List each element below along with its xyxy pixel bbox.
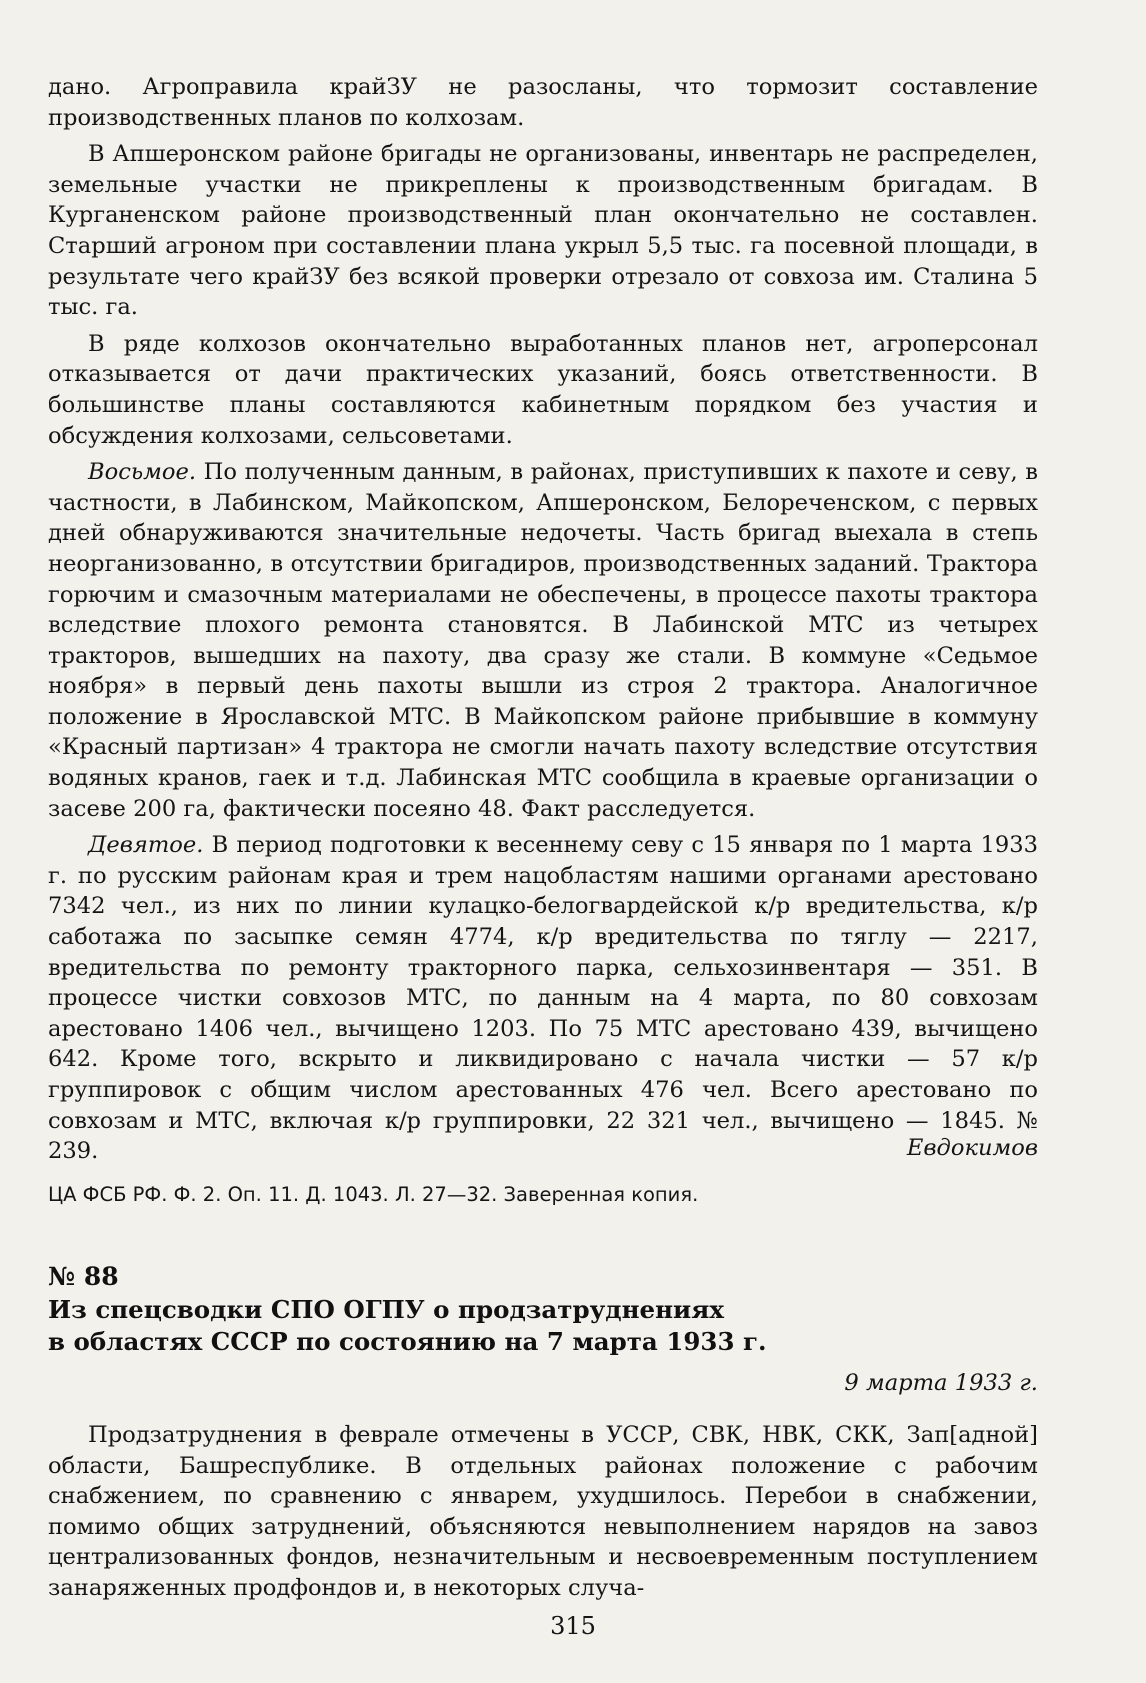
archival-source: ЦА ФСБ РФ. Ф. 2. Оп. 11. Д. 1043. Л. 27—32. Заверенная копия.	[48, 1183, 699, 1206]
body-text-bottom	[48, 1420, 1038, 1604]
body-text-top	[48, 72, 1038, 1167]
paragraph-eighth-body: По полученным данным, в районах, приступивших к пахоте и севу, в частности, в Лабинском, Майкопском, Апшеронском, Белореченском, с первых дней обнаруживаются значительные недочеты. Часть бригад выехала в степь неорганизованно, в отсутствии бригадиров, производственных заданий. Трактора горючим и смазочным материалами не обеспечены, в процессе пахоты трактора вследствие плохого ремонта становятся. В Лабинской МТС из четырех тракторов, вышедших на пахоту, два сразу же стали. В коммуне «Седьмое ноября» в первый день пахоты вышли из строя 2 трактора. Аналогичное положение в Ярославской МТС. В Майкопском районе прибывшие в коммуну «Красный партизан» 4 трактора не смогли начать пахоту вследствие отсутствия водяных кранов, гаек и т.д. Лабинская МТС сообщила в краевые организации о засеве 200 га, фактически посеяно 48. Факт расследуется.	[48, 459, 1038, 822]
paragraph-prodzatrudneniya: Продзатруднения в феврале отмечены в УССР, СВК, НВК, СКК, Зап[адной] области, Башреспублике. В отдельных районах положение с рабочим снабжением, по сравнению с январем, ухудшилось. Перебои в снабжении, помимо общих затруднений, объясняются невыполнением нарядов на завоз централизованных фондов, незначительным и несвоевременным поступлением занаряженных продфондов и, в некоторых случа-	[48, 1422, 1038, 1601]
paragraph-ninth-lead: Девятое.	[88, 832, 204, 859]
page-number: 315	[550, 1612, 596, 1640]
paragraph-apsheronsky: В Апшеронском районе бригады не организованы, инвентарь не распределен, земельные участки не прикреплены к производственным бригадам. В Курганенском районе производственный план окончательно не составлен. Старший агроном при составлении плана укрыл 5,5 тыс. га посевной площади, в результате чего крайЗУ без всякой проверки отрезало от совхоза им. Сталина 5 тыс. га.	[48, 141, 1038, 321]
paragraph-eighth	[48, 457, 1038, 824]
document-title	[48, 1294, 948, 1358]
paragraph-eighth-lead: Восьмое.	[88, 459, 197, 486]
document-title-line-2: в областях СССР по состоянию на 7 марта 1933 г.	[48, 1327, 767, 1356]
paragraph-ninth-body: В период подготовки к весеннему севу с 15 января по 1 марта 1933 г. по русским районам края и трем нацобластям нашими органами арестовано 7342 чел., из них по линии кулацко-белогвардейской к/р вредительства, к/р саботажа по засыпке семян 4774, к/р вредительства по тяглу — 2217, вредительства по ремонту тракторного парка, сельхозинвентаря — 351. В процессе чистки совхозов МТС, по данным на 4 марта, по 80 совхозам арестовано 1406 чел., вычищено 1203. По 75 МТС арестовано 439, вычищено 642. Кроме того, вскрыто и ликвидировано с начала чистки — 57 к/р группировок с общим числом арестованных 476 чел. Всего арестовано по совхозам и МТС, включая к/р группировки, 22 321 чел., вычищено — 1845. № 239.	[48, 832, 1038, 1165]
document-number: № 88	[48, 1262, 119, 1291]
paragraph-continuation: дано. Агроправила крайЗУ не разосланы, что тормозит составление производственных планов по колхозам.	[48, 74, 1038, 131]
document-title-line-1: Из спецсводки СПО ОГПУ о продзатруднениях	[48, 1295, 724, 1324]
paragraph-kolkhoz-plans: В ряде колхозов окончательно выработанных планов нет, агроперсонал отказывается от дачи практических указаний, боясь ответственности. В большинстве планы составляются кабинетным порядком без участия и обсуждения колхозами, сельсоветами.	[48, 330, 1038, 449]
paragraph-ninth	[48, 830, 1038, 1167]
signature: Евдокимов	[906, 1135, 1038, 1161]
document-date: 9 марта 1933 г.	[844, 1370, 1038, 1396]
